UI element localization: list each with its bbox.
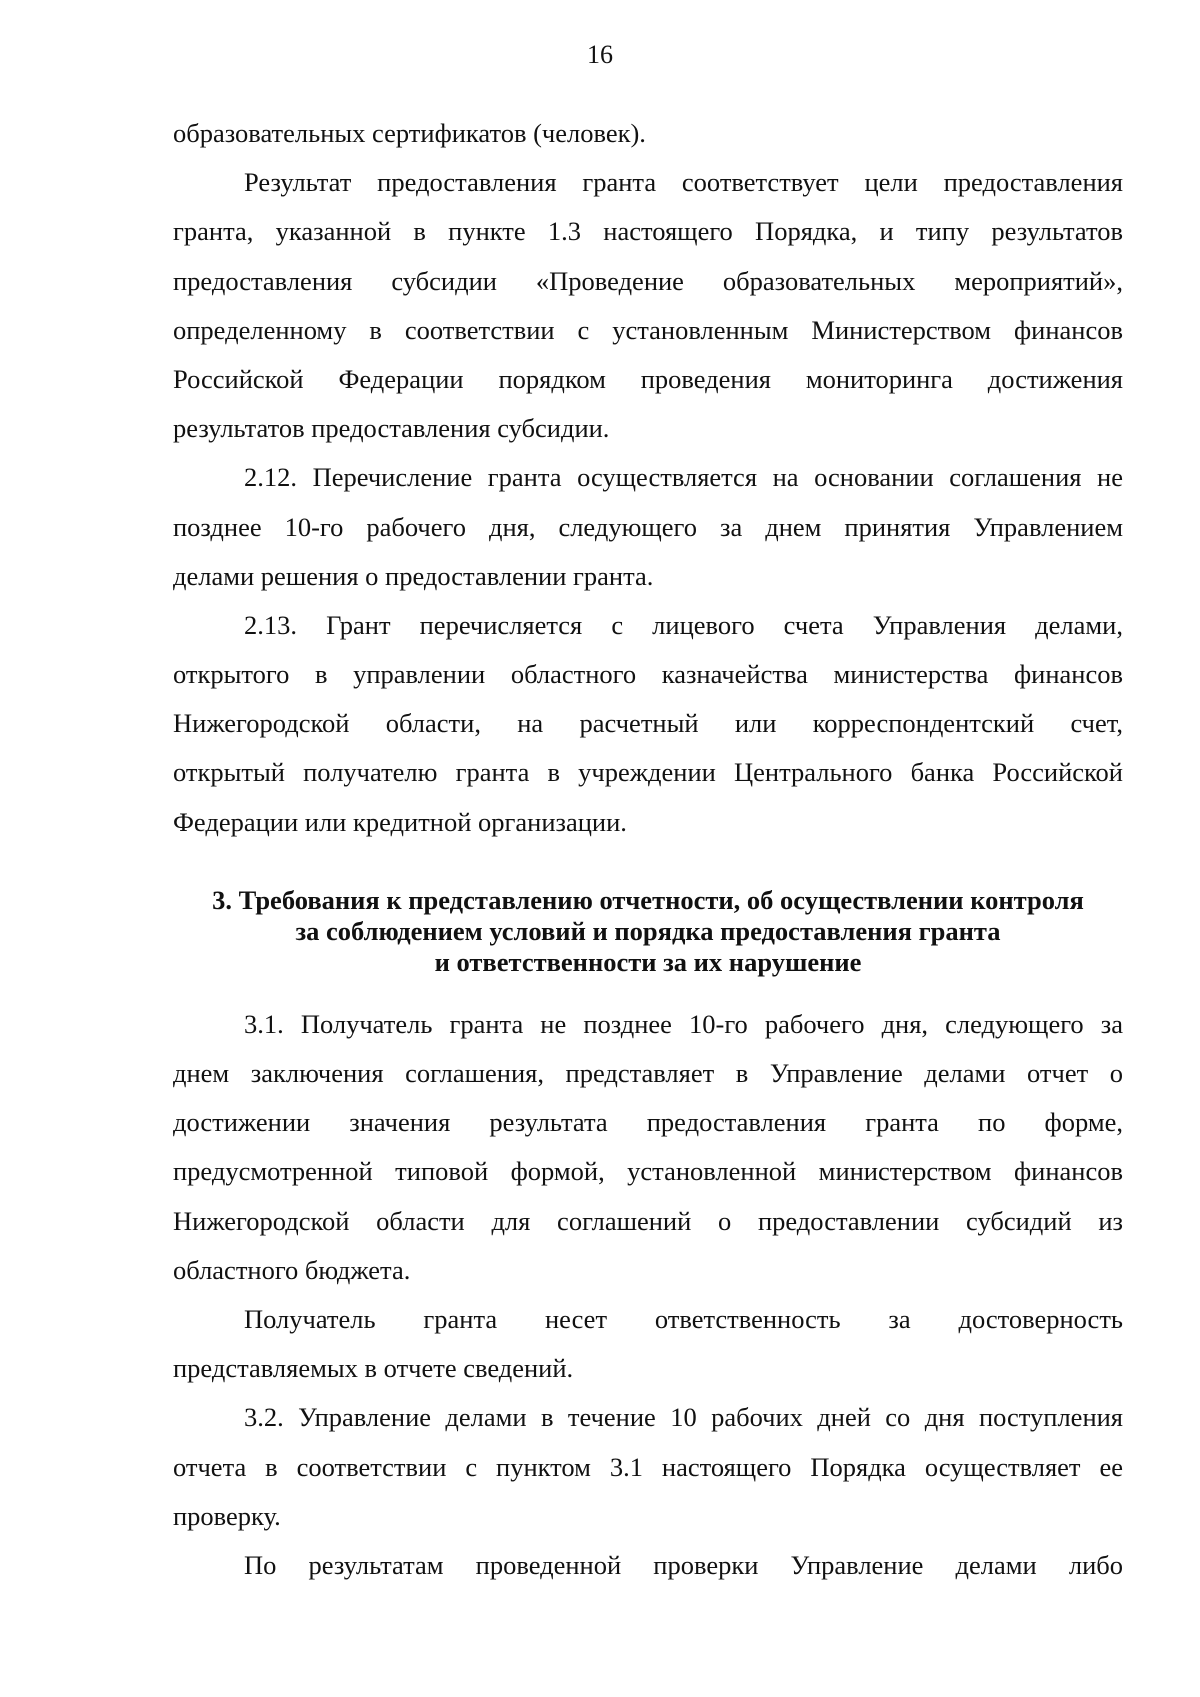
text-line: предоставления субсидии «Проведение образовательных мероприятий»,	[173, 265, 1123, 296]
text-line: Нижегородской области, на расчетный или корреспондентский счет,	[173, 708, 1123, 739]
paragraph-responsibility	[173, 1295, 1123, 1393]
text-line: результатов предоставления субсидии.	[173, 413, 610, 444]
paragraph-3-1	[173, 1000, 1123, 1295]
section-heading	[173, 885, 1123, 978]
text-line: 2.12. Перечисление гранта осуществляется на основании соглашения не	[244, 462, 1123, 493]
text-line: областного бюджета.	[173, 1254, 411, 1285]
text-line: достижении значения результата предоставления гранта по форме,	[173, 1107, 1123, 1138]
text-line: днем заключения соглашения, представляет в Управление делами отчет о	[173, 1058, 1123, 1088]
text-line: 2.13. Грант перечисляется с лицевого счета Управления делами,	[244, 609, 1123, 640]
text-line: 3.1. Получатель гранта не позднее 10-го рабочего дня, следующего за	[244, 1008, 1123, 1039]
text-line: Федерации или кредитной организации.	[173, 806, 627, 837]
text-line: отчета в соответствии с пунктом 3.1 настоящего Порядка осуществляет ее	[173, 1451, 1123, 1482]
paragraph-2-12	[173, 453, 1123, 601]
paragraph-3-2	[173, 1393, 1123, 1541]
text-line: гранта, указанной в пункте 1.3 настоящего Порядка, и типу результатов	[173, 216, 1123, 247]
paragraph-check-results	[173, 1541, 1123, 1590]
text-line: открытого в управлении областного казначейства министерства финансов	[173, 659, 1123, 690]
text-line: позднее 10-го рабочего дня, следующего за днем принятия Управлением	[173, 511, 1123, 542]
text-line: открытый получателю гранта в учреждении Центрального банка Российской	[173, 757, 1123, 788]
text-line: Российской Федерации порядком проведения мониторинга достижения	[173, 363, 1123, 394]
text-line: определенному в соответствии с установленным Министерством финансов	[173, 314, 1123, 345]
text-line: предусмотренной типовой формой, установленной министерством финансов	[173, 1156, 1123, 1187]
document-body	[173, 109, 1123, 1590]
text-line: проверку.	[173, 1500, 281, 1531]
text-line: Получатель гранта несет ответственность за достоверность	[244, 1303, 1123, 1334]
text-line: образовательных сертификатов (человек).	[173, 118, 646, 148]
heading-line: и ответственности за их нарушение	[434, 946, 862, 977]
paragraph-continuation	[173, 109, 1123, 158]
text-line: По результатам проведенной проверки Управление делами либо	[244, 1549, 1123, 1580]
page-number: 16	[587, 40, 613, 69]
text-line: делами решения о предоставлении гранта.	[173, 560, 654, 591]
paragraph-grant-result	[173, 158, 1123, 453]
text-line: Нижегородской области для соглашений о предоставлении субсидий из	[173, 1205, 1123, 1236]
paragraph-2-13	[173, 601, 1123, 847]
text-line: представляемых в отчете сведений.	[173, 1353, 574, 1384]
heading-line: за соблюдением условий и порядка предоставления гранта	[295, 915, 1001, 946]
text-line: Результат предоставления гранта соответствует цели предоставления	[244, 167, 1123, 198]
heading-line: 3. Требования к представлению отчетности, об осуществлении контроля	[212, 884, 1084, 915]
text-line: 3.2. Управление делами в течение 10 рабочих дней со дня поступления	[244, 1402, 1123, 1433]
